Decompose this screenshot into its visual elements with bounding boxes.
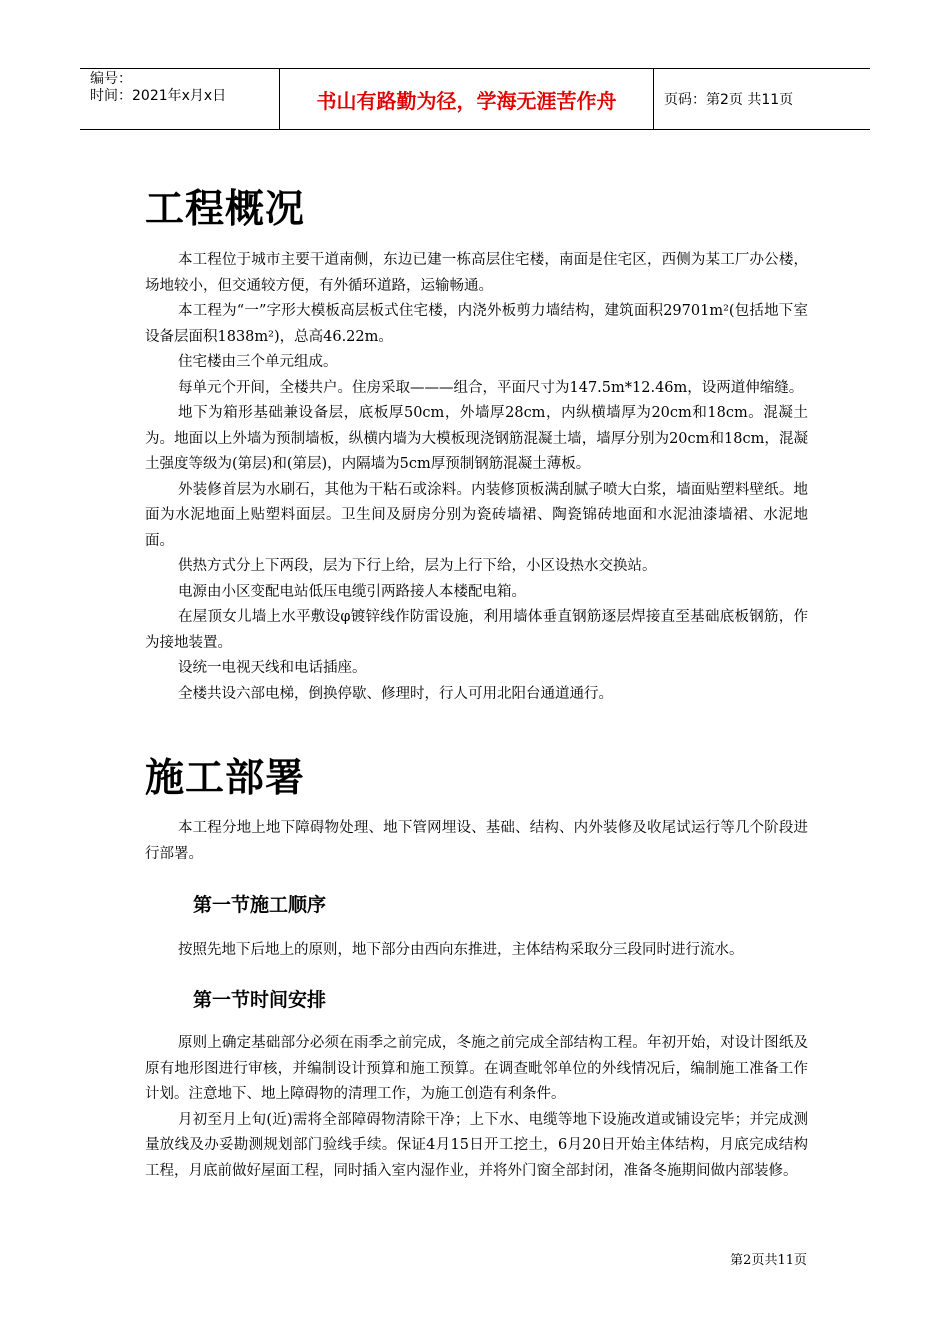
paragraph: 按照先地下后地上的原则，地下部分由西向东推进，主体结构采取分三段同时进行流水。 [178,942,744,958]
paragraph: 外装修首层为水刷石，其他为干粘石或涂料。内装修顶板满刮腻子喷大白浆，墙面贴塑料壁纸。地面为水泥地面上贴塑料面层。卫生间及厨房分别为瓷砖墙裙、陶瓷锦砖地面和水泥油漆墙裙、水泥地面。 [145,481,808,549]
paragraph: 每单元个开间，全楼共户。住房采取———组合，平面尺寸为147.5m*12.46m，设两道伸缩缝。 [178,379,804,396]
section-title-overview: 工程概况 [145,187,306,232]
paragraph: 住宅楼由三个单元组成。 [178,354,338,370]
schedule-body [145,1031,808,1184]
paragraph: 电源由小区变配电站低压电缆引两路接人本楼配电箱。 [178,583,526,600]
header-page-info: 页码：第2页 共11页 [664,92,794,108]
header-meta [80,69,280,129]
time-label: 时间：2021年x月x日 [90,88,227,104]
paragraph: 原则上确定基础部分必须在雨季之前完成，冬施之前完成全部结构工程。年初开始，对设计图纸及原有地形图进行审核，并编制设计预算和施工预算。在调查毗邻单位的外线情况后，编制施工准备工作计划。注意地下、地上障碍物的清理工作，为施工创造有利条件。 [145,1035,808,1102]
paragraph: 本工程分地上地下障碍物处理、地下管网埋设、基础、结构、内外装修及收尾试运行等几个阶段进行部署。 [145,820,808,862]
paragraph: 设统一电视天线和电话插座。 [178,660,367,676]
paragraph: 地下为箱形基础兼设备层，底板厚50cm，外墙厚28cm，内纵横墙厚为20cm和18cm。混凝土为。地面以上外墙为预制墙板，纵横内墙为大模板现浇钢筋混凝土墙，墙厚分别为20cm和18cm，混凝土强度等级为(第层)和(第层)，内隔墙为5cm厚预制钢筋混凝土薄板。 [145,405,808,472]
overview-body [145,248,808,707]
subsection-title-sequence: 第一节施工顺序 [193,894,327,916]
paragraph: 本工程位于城市主要干道南侧，东边已建一栋高层住宅楼，南面是住宅区，西侧为某工厂办公楼，场地较小，但交通较方便，有外循环道路，运输畅通。 [145,252,808,294]
paragraph: 全楼共设六部电梯，倒换停歇、修理时，行人可用北阳台通道通行。 [178,685,613,702]
header-motto: 书山有路勤为径，学海无涯苦作舟 [280,69,654,129]
subsection-title-schedule: 第一节时间安排 [193,989,327,1011]
paragraph: 在屋顶女儿墙上水平敷设φ镀锌线作防雷设施，利用墙体垂直钢筋逐层焊接直至基础底板钢筋，作为接地装置。 [145,609,808,651]
paragraph: 供热方式分上下两段，层为下行上给，层为上行下给，小区设热水交换站。 [178,558,657,574]
paragraph: 月初至月上旬(近)需将全部障碍物清除干净；上下水、电缆等地下设施改道或铺设完毕；并完成测量放线及办妥勘测规划部门验线手续。保证4月15日开工挖土，6月20日开始主体结构，月底完成结构工程，月底前做好屋面工程，同时插入室内湿作业，并将外门窗全部封闭，准备冬施期间做内部装修。 [145,1111,808,1179]
page-footer: 第2页共11页 [730,1253,807,1268]
paragraph: 本工程为“一”字形大模板高层板式住宅楼，内浇外板剪力墙结构，建筑面积29701m²(包括地下室设备层面积1838m²)，总高46.22m。 [145,303,808,345]
number-label: 编号： [90,71,132,87]
page-header [80,68,870,130]
sequence-body [145,938,808,964]
deployment-intro [145,816,808,867]
section-title-deployment: 施工部署 [145,756,306,801]
